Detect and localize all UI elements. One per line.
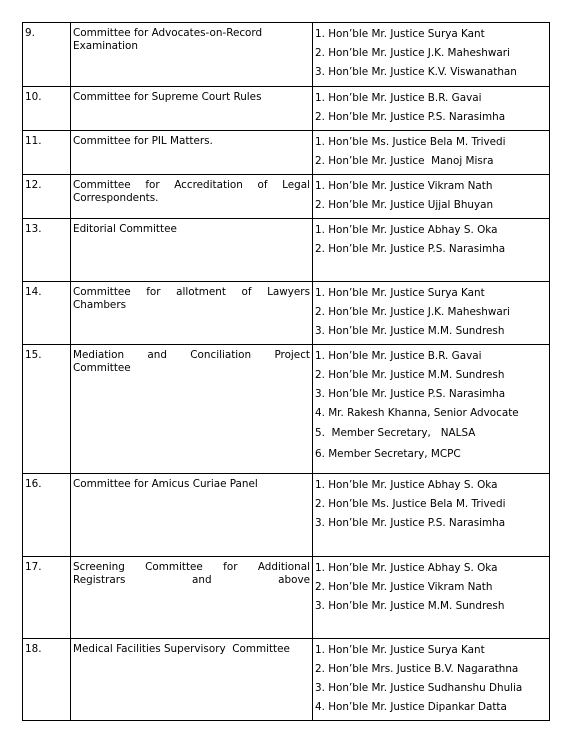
member-item: 4. Hon’ble Mr. Justice Dipankar Datta [315, 701, 507, 713]
member-item: 5. Member Secretary, NALSA [315, 427, 476, 439]
member-item: 2. Hon’ble Mr. Justice J.K. Maheshwari [315, 47, 510, 59]
serial-number: 14. [23, 282, 71, 345]
member-item: 1. Hon’ble Mr. Justice B.R. Gavai [315, 350, 482, 362]
member-item: 1. Hon’ble Ms. Justice Bela M. Trivedi [315, 136, 506, 148]
serial-number: 15. [23, 345, 71, 474]
committee-name-text: Mediation and Conciliation Project Committee [73, 349, 310, 374]
committee-name [71, 175, 313, 219]
committee-name [71, 345, 313, 474]
member-item: 2. Hon’ble Mr. Justice P.S. Narasimha [315, 243, 506, 255]
committee-name-text: Committee for Accreditation of Legal Correspondents. [73, 179, 310, 204]
members-cell [313, 557, 550, 639]
table-row [23, 474, 550, 557]
table-row [23, 282, 550, 345]
member-item: 3. Hon’ble Mr. Justice P.S. Narasimha [315, 517, 506, 529]
members-cell [313, 639, 550, 721]
members-cell [313, 131, 550, 175]
members-cell [313, 282, 550, 345]
table-row [23, 345, 550, 474]
member-item: 6. Member Secretary, MCPC [315, 448, 461, 460]
committee-name: Editorial Committee [71, 219, 313, 282]
member-item: 2. Hon’ble Mr. Justice P.S. Narasimha [315, 111, 506, 123]
member-item: 1. Hon’ble Mr. Justice Vikram Nath [315, 180, 493, 192]
members-cell [313, 219, 550, 282]
member-item: 2. Hon’ble Mr. Justice M.M. Sundresh [315, 369, 505, 381]
committee-table [22, 22, 550, 721]
committee-name: Medical Facilities Supervisory Committee [71, 639, 313, 721]
member-item: 1. Hon’ble Mr. Justice Surya Kant [315, 28, 485, 40]
table-row [23, 639, 550, 721]
serial-number: 11. [23, 131, 71, 175]
members-cell [313, 23, 550, 87]
table-row [23, 557, 550, 639]
member-item: 3. Hon’ble Mr. Justice P.S. Narasimha [315, 388, 506, 400]
table-row [23, 175, 550, 219]
members-cell [313, 345, 550, 474]
committee-name [71, 282, 313, 345]
serial-number: 13. [23, 219, 71, 282]
member-item: 1. Hon’ble Mr. Justice B.R. Gavai [315, 92, 482, 104]
table-row [23, 23, 550, 87]
committee-name-text: Committee for allotment of Lawyers Chambers [73, 286, 310, 311]
committee-name: Committee for Amicus Curiae Panel [71, 474, 313, 557]
serial-number: 18. [23, 639, 71, 721]
member-item: 2. Hon’ble Mr. Justice Manoj Misra [315, 155, 494, 167]
member-item: 1. Hon’ble Mr. Justice Abhay S. Oka [315, 562, 498, 574]
member-item: 1. Hon’ble Mr. Justice Surya Kant [315, 287, 485, 299]
member-item: 3. Hon’ble Mr. Justice M.M. Sundresh [315, 325, 505, 337]
serial-number: 10. [23, 87, 71, 131]
member-item: 1. Hon’ble Mr. Justice Abhay S. Oka [315, 479, 498, 491]
member-item: 3. Hon’ble Mr. Justice Sudhanshu Dhulia [315, 682, 523, 694]
committee-name: Committee for PIL Matters. [71, 131, 313, 175]
table-row [23, 87, 550, 131]
serial-number: 17. [23, 557, 71, 639]
table-row [23, 219, 550, 282]
serial-number: 12. [23, 175, 71, 219]
member-item: 2. Hon’ble Ms. Justice Bela M. Trivedi [315, 498, 506, 510]
members-cell [313, 474, 550, 557]
committee-name [71, 557, 313, 639]
member-item: 3. Hon’ble Mr. Justice M.M. Sundresh [315, 600, 505, 612]
member-item: 1. Hon’ble Mr. Justice Surya Kant [315, 644, 485, 656]
committee-name: Committee for Advocates-on-Record Examination [71, 23, 313, 87]
committee-name: Committee for Supreme Court Rules [71, 87, 313, 131]
members-cell [313, 175, 550, 219]
serial-number: 9. [23, 23, 71, 87]
member-item: 2. Hon’ble Mr. Justice J.K. Maheshwari [315, 306, 510, 318]
serial-number: 16. [23, 474, 71, 557]
member-item: 3. Hon’ble Mr. Justice K.V. Viswanathan [315, 66, 517, 78]
member-item: 2. Hon’ble Mr. Justice Vikram Nath [315, 581, 493, 593]
committee-name-text: Screening Committee for Additional Registrars and above [73, 561, 310, 586]
member-item: 1. Hon’ble Mr. Justice Abhay S. Oka [315, 224, 498, 236]
member-item: 4. Mr. Rakesh Khanna, Senior Advocate [315, 407, 519, 419]
member-item: 2. Hon’ble Mr. Justice Ujjal Bhuyan [315, 199, 494, 211]
member-item: 2. Hon’ble Mrs. Justice B.V. Nagarathna [315, 663, 519, 675]
members-cell [313, 87, 550, 131]
table-row [23, 131, 550, 175]
